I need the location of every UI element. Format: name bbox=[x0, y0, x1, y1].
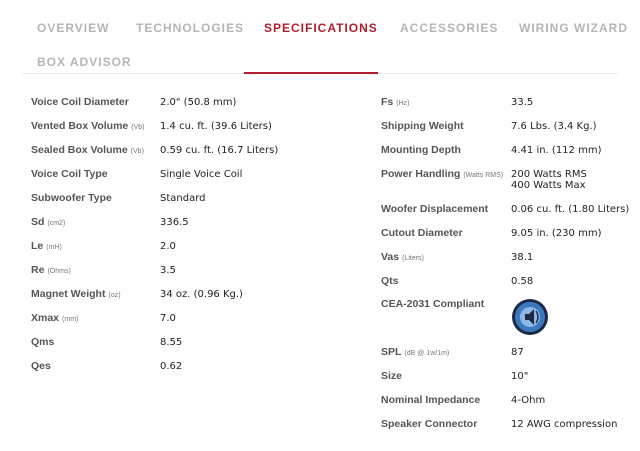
spec-label bbox=[381, 227, 463, 239]
spec-value-line: 3.5 bbox=[160, 265, 176, 276]
spec-label-text: Mounting Depth bbox=[381, 144, 461, 156]
spec-label-text: Power Handling bbox=[381, 168, 461, 180]
spec-unit: (Ohms) bbox=[47, 268, 71, 275]
spec-unit: (Hz) bbox=[396, 100, 410, 107]
spec-label-text: Sd bbox=[31, 216, 45, 228]
spec-label-text: Qts bbox=[381, 275, 399, 287]
spec-value-line: 8.55 bbox=[160, 337, 183, 348]
spec-value-line: 12 AWG compression bbox=[511, 419, 618, 430]
spec-row-nominal-impedance bbox=[381, 394, 631, 414]
spec-value-line: 33.5 bbox=[511, 97, 534, 108]
spec-label bbox=[31, 120, 144, 132]
spec-label-text: Xmax bbox=[31, 312, 60, 324]
spec-row-fs bbox=[381, 96, 631, 116]
spec-label bbox=[381, 394, 480, 406]
spec-value bbox=[511, 228, 601, 239]
spec-label-text: Le bbox=[31, 240, 44, 252]
spec-label bbox=[381, 275, 399, 287]
spec-unit: (dB @ 1w/1m) bbox=[404, 350, 450, 357]
spec-row-mounting-depth bbox=[381, 144, 631, 164]
spec-label-text: Size bbox=[381, 370, 403, 382]
spec-value bbox=[511, 97, 533, 108]
spec-row-shipping-weight bbox=[381, 120, 631, 140]
spec-value-line: Standard bbox=[160, 193, 206, 204]
spec-value-line: 4-Ohm bbox=[511, 395, 546, 406]
spec-row-subwoofer-type bbox=[31, 192, 281, 212]
spec-unit: (mm) bbox=[62, 316, 79, 323]
cea-2031-compliance-icon bbox=[511, 298, 549, 336]
spec-value bbox=[511, 121, 597, 132]
spec-value-line: 38.1 bbox=[511, 252, 534, 263]
spec-row-speaker-connector bbox=[381, 418, 631, 438]
spec-value-line: 0.62 bbox=[160, 361, 183, 372]
tab-overview[interactable]: OVERVIEW bbox=[37, 21, 110, 35]
spec-label bbox=[381, 418, 477, 430]
spec-row-woofer-displacement bbox=[381, 203, 631, 223]
spec-label-text: Vented Box Volume bbox=[31, 120, 129, 132]
spec-value bbox=[160, 265, 176, 276]
spec-value-line: 4.41 in. (112 mm) bbox=[511, 145, 602, 156]
spec-row-le bbox=[31, 240, 281, 260]
spec-label bbox=[381, 203, 488, 215]
spec-unit: (Watts RMS) bbox=[463, 172, 504, 179]
spec-value bbox=[511, 347, 524, 358]
spec-label bbox=[31, 336, 54, 348]
spec-row-voice-coil-diameter bbox=[31, 96, 281, 116]
spec-value bbox=[511, 169, 587, 191]
spec-label bbox=[31, 240, 62, 252]
spec-label bbox=[31, 192, 112, 204]
spec-row-qes bbox=[31, 360, 281, 380]
spec-label bbox=[31, 288, 121, 300]
spec-label bbox=[31, 144, 144, 156]
spec-value-line: 87 bbox=[511, 347, 524, 358]
spec-label bbox=[381, 298, 484, 310]
spec-unit: (Vb) bbox=[130, 148, 144, 155]
spec-label-text: Qms bbox=[31, 336, 55, 348]
spec-value-line: 2.0 bbox=[160, 241, 176, 252]
spec-row-sd bbox=[31, 216, 281, 236]
spec-label-text: Speaker Connector bbox=[381, 418, 478, 430]
spec-label bbox=[31, 96, 129, 108]
spec-value-line: 0.06 cu. ft. (1.80 Liters) bbox=[511, 204, 630, 215]
spec-value-line: 200 Watts RMS bbox=[511, 169, 587, 180]
spec-value-line: 336.5 bbox=[160, 217, 189, 228]
spec-unit: (oz) bbox=[108, 292, 121, 299]
spec-label-text: Shipping Weight bbox=[381, 120, 464, 132]
spec-row-spl bbox=[381, 346, 631, 366]
spec-value-line: 0.58 bbox=[511, 276, 534, 287]
spec-label-text: Sealed Box Volume bbox=[31, 144, 128, 156]
spec-label bbox=[381, 346, 449, 358]
spec-label bbox=[381, 120, 464, 132]
spec-label-text: Cutout Diameter bbox=[381, 227, 463, 239]
spec-label bbox=[381, 370, 402, 382]
spec-value bbox=[160, 361, 182, 372]
spec-value bbox=[160, 97, 236, 108]
spec-row-size bbox=[381, 370, 631, 390]
spec-value bbox=[160, 145, 278, 156]
spec-label bbox=[31, 264, 71, 276]
spec-label-text: SPL bbox=[381, 346, 402, 358]
spec-label-text: Nominal Impedance bbox=[381, 394, 481, 406]
spec-label-text: Re bbox=[31, 264, 45, 276]
spec-label-text: Woofer Displacement bbox=[381, 203, 489, 215]
spec-unit: (Vb) bbox=[131, 124, 145, 131]
spec-value-line: 2.0" (50.8 mm) bbox=[160, 97, 237, 108]
spec-value bbox=[160, 193, 206, 204]
spec-value bbox=[160, 289, 243, 300]
spec-label bbox=[31, 360, 51, 372]
spec-value-line: 7.6 Lbs. (3.4 Kg.) bbox=[511, 121, 597, 132]
spec-unit: (Liters) bbox=[402, 255, 424, 262]
tab-accessories[interactable]: ACCESSORIES bbox=[400, 21, 499, 35]
spec-label bbox=[31, 168, 108, 180]
spec-label-text: Fs bbox=[381, 96, 394, 108]
spec-value bbox=[511, 145, 601, 156]
spec-label bbox=[381, 144, 461, 156]
spec-value bbox=[511, 252, 533, 263]
spec-value-line: 7.0 bbox=[160, 313, 176, 324]
spec-label-text: Voice Coil Diameter bbox=[31, 96, 129, 108]
spec-row-voice-coil-type bbox=[31, 168, 281, 188]
spec-value-line: 9.05 in. (230 mm) bbox=[511, 228, 602, 239]
spec-label-text: Magnet Weight bbox=[31, 288, 106, 300]
spec-value bbox=[160, 169, 242, 180]
spec-value bbox=[160, 241, 176, 252]
spec-row-qms bbox=[31, 336, 281, 356]
spec-label-text: Qes bbox=[31, 360, 51, 372]
spec-row-qts bbox=[381, 275, 631, 295]
spec-label-text: CEA-2031 Compliant bbox=[381, 298, 485, 310]
spec-value-line: 0.59 cu. ft. (16.7 Liters) bbox=[160, 145, 279, 156]
spec-label-text: Vas bbox=[381, 251, 400, 263]
tab-technologies[interactable]: TECHNOLOGIES bbox=[136, 21, 245, 35]
spec-row-cea-2031-compliant bbox=[381, 298, 631, 318]
spec-value bbox=[511, 276, 533, 287]
spec-value bbox=[160, 337, 182, 348]
tab-specifications[interactable]: SPECIFICATIONS bbox=[264, 21, 378, 35]
spec-value bbox=[511, 395, 545, 406]
spec-value bbox=[160, 313, 176, 324]
spec-value bbox=[160, 121, 272, 132]
spec-label-text: Voice Coil Type bbox=[31, 168, 108, 180]
spec-label bbox=[381, 96, 409, 108]
spec-unit: (cm2) bbox=[47, 220, 66, 227]
spec-row-re bbox=[31, 264, 281, 284]
spec-value bbox=[511, 204, 629, 215]
tab-wiring-wizard[interactable]: WIRING WIZARD bbox=[519, 21, 628, 35]
spec-label bbox=[381, 168, 503, 180]
spec-value-line: Single Voice Coil bbox=[160, 169, 243, 180]
spec-label bbox=[31, 312, 78, 324]
spec-row-xmax bbox=[31, 312, 281, 332]
spec-label bbox=[31, 216, 65, 228]
spec-value-line: 10" bbox=[511, 371, 529, 382]
spec-label-text: Subwoofer Type bbox=[31, 192, 112, 204]
spec-row-magnet-weight bbox=[31, 288, 281, 308]
spec-value bbox=[160, 217, 189, 228]
spec-label bbox=[381, 251, 424, 263]
spec-value-line: 1.4 cu. ft. (39.6 Liters) bbox=[160, 121, 272, 132]
spec-row-cutout-diameter bbox=[381, 227, 631, 247]
spec-row-vas bbox=[381, 251, 631, 271]
spec-row-sealed-box-volume bbox=[31, 144, 281, 164]
spec-value-line: 34 oz. (0.96 Kg.) bbox=[160, 289, 243, 300]
active-tab-indicator bbox=[244, 72, 378, 74]
tab-box-advisor[interactable]: BOX ADVISOR bbox=[37, 55, 132, 69]
spec-row-vented-box-volume bbox=[31, 120, 281, 140]
spec-value bbox=[511, 371, 528, 382]
spec-unit: (mH) bbox=[46, 244, 62, 251]
spec-value bbox=[511, 419, 617, 430]
spec-value-line: 400 Watts Max bbox=[511, 180, 586, 191]
spec-row-power-handling bbox=[381, 168, 631, 191]
